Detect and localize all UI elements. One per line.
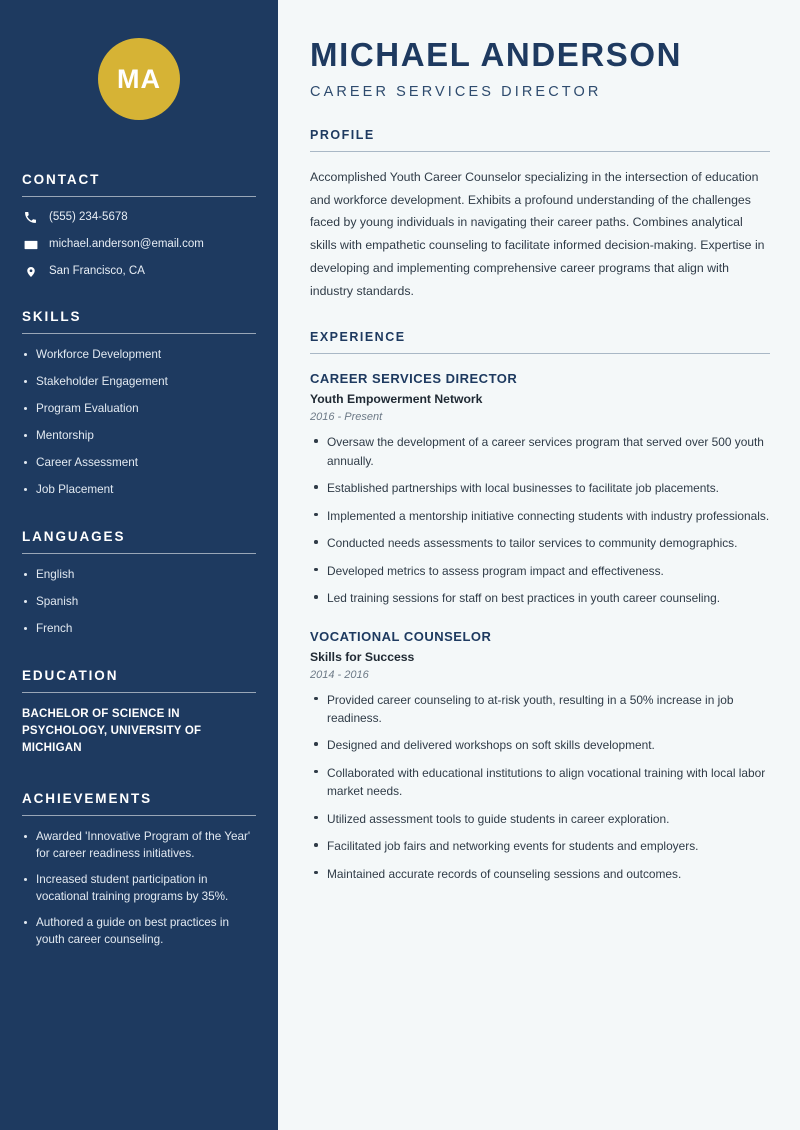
achievements-section xyxy=(22,791,256,949)
contact-item-email[interactable] xyxy=(22,237,256,252)
list-item: Led training sessions for staff on best practices in youth career counseling. xyxy=(310,589,770,607)
profile-divider xyxy=(310,151,770,152)
contact-item-location[interactable] xyxy=(22,264,256,279)
contact-email-value: michael.anderson@email.com xyxy=(49,238,204,251)
list-item: Authored a guide on best practices in youth career counseling. xyxy=(22,915,256,949)
list-item: Program Evaluation xyxy=(22,401,256,418)
page-title: MICHAEL ANDERSON xyxy=(310,36,683,73)
experience-company: Youth Empowerment Network xyxy=(310,392,483,407)
skills-divider xyxy=(22,333,256,334)
experience-role: CAREER SERVICES DIRECTOR xyxy=(310,371,518,387)
list-item: Mentorship xyxy=(22,428,256,445)
list-item: French xyxy=(22,621,256,638)
contact-section-title: CONTACT xyxy=(22,172,101,187)
experience-section xyxy=(310,330,770,883)
experience-section-title: EXPERIENCE xyxy=(310,330,406,345)
list-item: Designed and delivered workshops on soft skills development. xyxy=(310,736,770,754)
contact-phone-value: (555) 234-5678 xyxy=(49,211,128,224)
list-item: Spanish xyxy=(22,594,256,611)
experience-entry xyxy=(310,371,770,607)
skills-list xyxy=(22,347,256,499)
list-item: English xyxy=(22,567,256,584)
education-section-title: EDUCATION xyxy=(22,667,119,683)
list-item: Conducted needs assessments to tailor services to community demographics. xyxy=(310,534,770,552)
profile-section xyxy=(310,128,770,302)
languages-section xyxy=(22,529,256,638)
list-item: Implemented a mentorship initiative connecting students with industry professionals. xyxy=(310,507,770,525)
phone-icon xyxy=(22,210,39,225)
avatar: MA xyxy=(98,38,180,120)
education-section xyxy=(22,668,256,758)
experience-divider xyxy=(310,353,770,354)
list-item: Provided career counseling to at-risk youth, resulting in a 50% increase in job readiness. xyxy=(310,691,770,728)
experience-dates: 2014 - 2016 xyxy=(310,668,369,681)
list-item: Increased student participation in vocational training programs by 35%. xyxy=(22,872,256,906)
list-item: Collaborated with educational institutions to align vocational training with local labor market needs. xyxy=(310,764,770,801)
experience-bullets xyxy=(310,691,770,884)
list-item: Job Placement xyxy=(22,482,256,499)
location-pin-icon xyxy=(22,264,39,279)
list-item: Developed metrics to assess program impact and effectiveness. xyxy=(310,562,770,580)
skills-section xyxy=(22,309,256,499)
profile-section-title: PROFILE xyxy=(310,127,375,142)
skills-section-title: SKILLS xyxy=(22,309,82,324)
list-item: Awarded 'Innovative Program of the Year' for career readiness initiatives. xyxy=(22,829,256,863)
main-content xyxy=(278,0,800,1130)
experience-dates: 2016 - Present xyxy=(310,411,383,424)
list-item: Stakeholder Engagement xyxy=(22,374,256,391)
email-icon xyxy=(22,237,39,252)
experience-role: VOCATIONAL COUNSELOR xyxy=(310,628,492,644)
contact-section xyxy=(22,172,256,279)
list-item: Maintained accurate records of counseling sessions and outcomes. xyxy=(310,865,770,883)
languages-divider xyxy=(22,553,256,554)
list-item: Facilitated job fairs and networking events for students and employers. xyxy=(310,837,770,855)
contact-location-value: San Francisco, CA xyxy=(49,265,145,278)
profile-text: Accomplished Youth Career Counselor specializing in the intersection of education and workforce development. Exhibits a profound understanding of the challenges faced by young individuals in navigating their career paths. Combines analytical skills with empathetic counseling to facilitate informed decision-making. Expertise in developing and implementing comprehensive career programs that align with industry standards. xyxy=(310,169,765,298)
sidebar xyxy=(0,0,278,1130)
experience-bullets xyxy=(310,433,770,607)
job-title: CAREER SERVICES DIRECTOR xyxy=(310,83,602,100)
list-item: Workforce Development xyxy=(22,347,256,364)
languages-list xyxy=(22,567,256,638)
list-item: Utilized assessment tools to guide students in career exploration. xyxy=(310,810,770,828)
achievements-divider xyxy=(22,815,256,816)
experience-company: Skills for Success xyxy=(310,649,415,664)
contact-divider xyxy=(22,196,256,197)
contact-item-phone[interactable] xyxy=(22,210,256,225)
achievements-list xyxy=(22,829,256,949)
education-entry: BACHELOR OF SCIENCE IN PSYCHOLOGY, UNIVERSITY OF MICHIGAN xyxy=(22,707,202,755)
achievements-section-title: ACHIEVEMENTS xyxy=(22,791,153,807)
education-divider xyxy=(22,692,256,693)
languages-section-title: LANGUAGES xyxy=(22,528,126,544)
list-item: Career Assessment xyxy=(22,455,256,472)
experience-entry xyxy=(310,629,770,884)
avatar-wrapper xyxy=(22,38,256,120)
list-item: Oversaw the development of a career services program that served over 500 youth annually. xyxy=(310,433,770,470)
list-item: Established partnerships with local businesses to facilitate job placements. xyxy=(310,479,770,497)
